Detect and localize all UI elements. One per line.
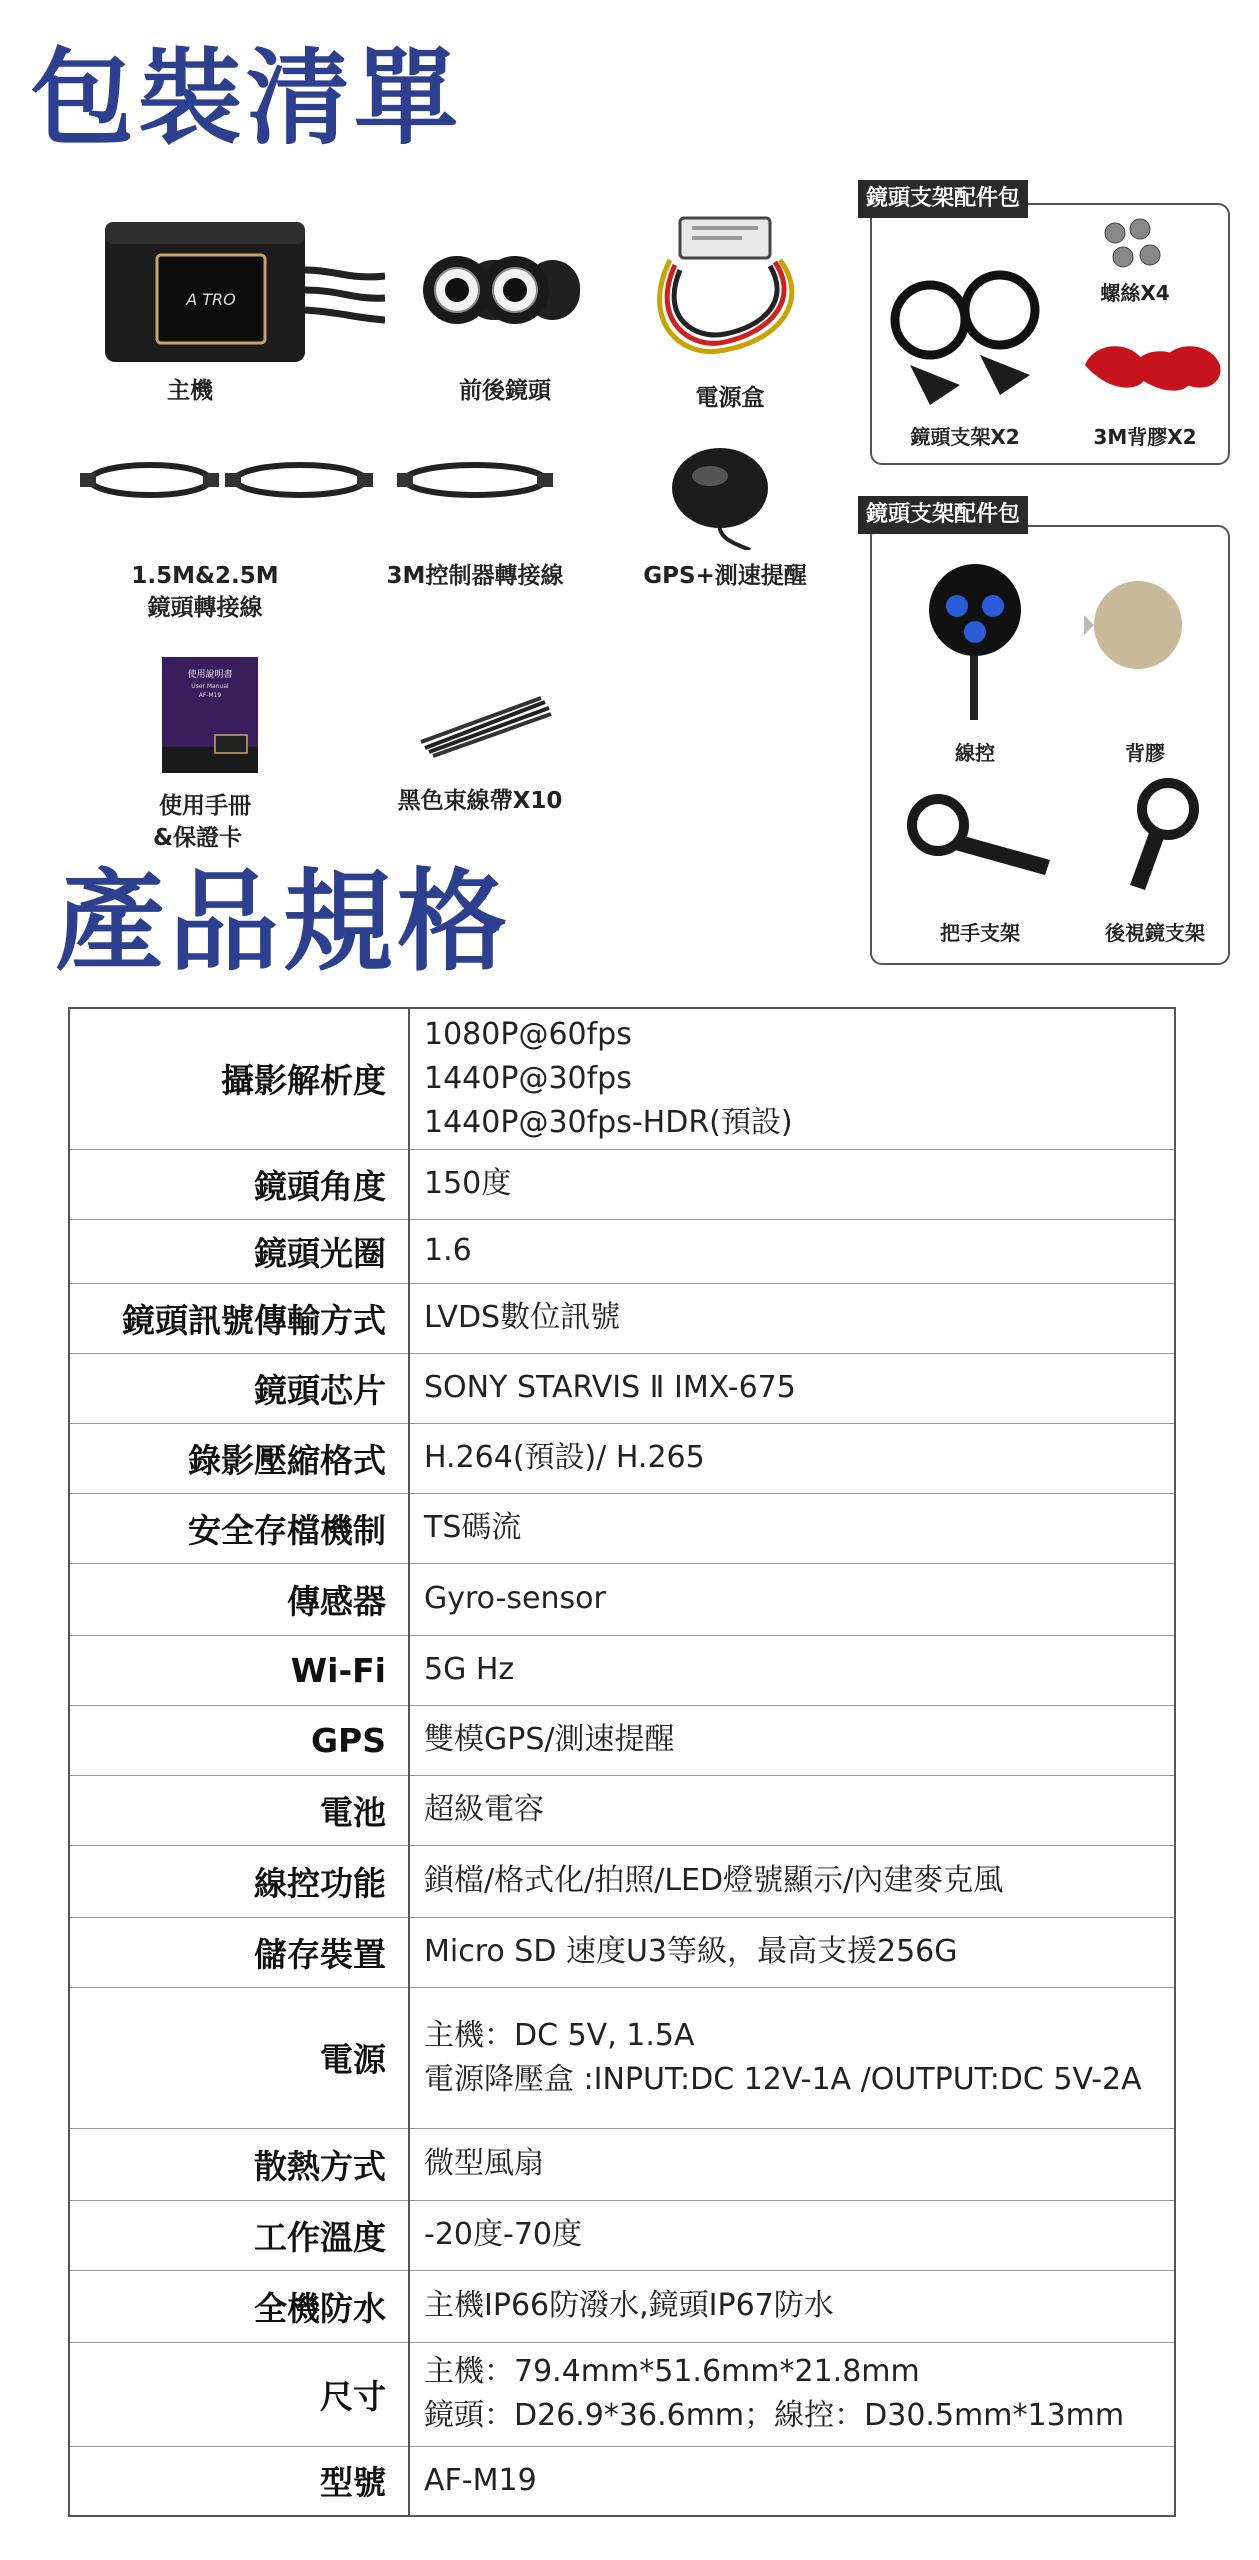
spec-key: 全機防水: [69, 2270, 409, 2342]
label-lens-mount: 鏡頭支架X2: [910, 425, 1020, 449]
label-mirror-mount: 後視鏡支架: [1105, 921, 1205, 945]
remote-image: [925, 560, 1025, 720]
label-cameras: 前後鏡頭: [459, 378, 551, 404]
spec-value-line: 微型風扇: [424, 2146, 544, 2181]
product-spec-heading: 產品規格: [55, 858, 511, 986]
label-handlebar-mount: 把手支架: [940, 921, 1020, 945]
spec-row: [69, 1493, 1175, 1563]
spec-value-line: Gyro-sensor: [424, 1581, 606, 1616]
spec-value-line: -20度-70度: [424, 2217, 582, 2252]
accessory-box-2-title: 鏡頭支架配件包: [858, 496, 1028, 534]
spec-row: [69, 1149, 1175, 1219]
spec-key: 型號: [69, 2446, 409, 2516]
spec-table: [68, 1007, 1176, 2517]
spec-row: [69, 2128, 1175, 2200]
spec-value-line: 鏡頭：D26.9*36.6mm；線控：D30.5mm*13mm: [424, 2398, 1125, 2433]
label-controller-cable: 3M控制器轉接線: [386, 563, 564, 589]
label-power-box: 電源盒: [695, 385, 765, 411]
spec-value-line: 主機：DC 5V, 1.5A: [424, 2017, 695, 2053]
spec-value: [409, 1775, 1175, 1845]
spec-value-line: SONY STARVIS Ⅱ IMX-675: [424, 1370, 796, 1405]
spec-row: [69, 1008, 1175, 1149]
spec-value-line: 電源降壓盒 :INPUT:DC 12V-1A /OUTPUT:DC 5V-2A: [424, 2061, 1142, 2097]
spec-key: GPS: [69, 1705, 409, 1775]
spec-value: [409, 2270, 1175, 2342]
spec-row: [69, 1635, 1175, 1705]
gps-image: [660, 440, 790, 550]
spec-value: [409, 2446, 1175, 2516]
spec-row: [69, 1423, 1175, 1493]
label-back-adhesive: 背膠: [1125, 741, 1165, 765]
spec-row: [69, 1917, 1175, 1987]
spec-value-line: 1080P@60fps: [424, 1016, 632, 1052]
spec-value-line: 雙模GPS/測速提醒: [424, 1722, 675, 1757]
spec-key: 鏡頭光圈: [69, 1219, 409, 1283]
spec-value: [409, 1917, 1175, 1987]
spec-value-line: Micro SD 速度U3等級，最高支援256G: [424, 1934, 958, 1969]
label-remote: 線控: [955, 741, 995, 765]
spec-row: [69, 1219, 1175, 1283]
label-screws: 螺絲X4: [1100, 281, 1170, 305]
controller-cable-image: [395, 455, 555, 505]
spec-key: 尺寸: [69, 2342, 409, 2446]
lens-mount-image: [880, 265, 1050, 415]
main-unit-image: [95, 210, 385, 380]
label-main-unit: 主機: [167, 378, 213, 404]
label-cable-ties: 黑色束線帶X10: [397, 788, 563, 814]
spec-key: 儲存裝置: [69, 1917, 409, 1987]
spec-key: 鏡頭訊號傳輸方式: [69, 1283, 409, 1353]
manual-cover-subtitle: User Manual: [191, 683, 229, 690]
spec-value: [409, 2128, 1175, 2200]
spec-value: [409, 1008, 1175, 1149]
handlebar-mount-image: [900, 790, 1060, 880]
package-list-heading: 包裝清單: [30, 37, 463, 159]
spec-key: Wi-Fi: [69, 1635, 409, 1705]
spec-value-line: 超級電容: [424, 1792, 544, 1827]
spec-value-line: AF-M19: [424, 2462, 537, 2498]
spec-value: [409, 1149, 1175, 1219]
spec-key: 散熱方式: [69, 2128, 409, 2200]
lens-cables-image: [75, 455, 375, 505]
manual-image: [160, 655, 260, 775]
spec-key: 工作溫度: [69, 2200, 409, 2270]
spec-value: [409, 2342, 1175, 2446]
spec-value-line: TS碼流: [424, 1510, 522, 1545]
label-lens-cable-2: 鏡頭轉接線: [147, 595, 263, 621]
spec-row: [69, 2342, 1175, 2446]
spec-row: [69, 2446, 1175, 2516]
label-manual-2: &保證卡: [153, 825, 243, 851]
spec-value-line: 1440P@30fps: [424, 1060, 632, 1096]
spec-key: 傳感器: [69, 1563, 409, 1635]
spec-value: [409, 1493, 1175, 1563]
spec-value: [409, 1283, 1175, 1353]
label-adhesive: 3M背膠X2: [1093, 425, 1197, 449]
spec-row: [69, 1775, 1175, 1845]
spec-key: 錄影壓縮格式: [69, 1423, 409, 1493]
spec-value-line: 5G Hz: [424, 1652, 515, 1687]
spec-value: [409, 1219, 1175, 1283]
spec-row: [69, 1563, 1175, 1635]
spec-key: 線控功能: [69, 1845, 409, 1917]
mirror-mount-image: [1110, 775, 1210, 895]
manual-cover-model: AF-M19: [198, 692, 222, 699]
spec-key: 鏡頭角度: [69, 1149, 409, 1219]
spec-key: 電源: [69, 1987, 409, 2128]
cameras-image: [415, 245, 585, 335]
spec-value: [409, 1353, 1175, 1423]
label-gps: GPS+測速提醒: [643, 563, 807, 589]
accessory-box-1-title: 鏡頭支架配件包: [858, 180, 1028, 218]
spec-value-line: 主機：79.4mm*51.6mm*21.8mm: [424, 2354, 920, 2389]
spec-value-line: 1440P@30fps-HDR(預設): [424, 1104, 793, 1140]
spec-value: [409, 1705, 1175, 1775]
spec-value: [409, 1423, 1175, 1493]
spec-row: [69, 1353, 1175, 1423]
spec-row: [69, 2200, 1175, 2270]
spec-value-line: 150度: [424, 1166, 512, 1201]
spec-row: [69, 1845, 1175, 1917]
spec-value: [409, 1987, 1175, 2128]
power-box-image: [640, 200, 810, 370]
spec-value: [409, 1563, 1175, 1635]
spec-key: 安全存檔機制: [69, 1493, 409, 1563]
spec-row: [69, 1705, 1175, 1775]
label-manual-1: 使用手冊: [159, 793, 251, 819]
screws-image: [1095, 215, 1175, 275]
spec-key: 鏡頭芯片: [69, 1353, 409, 1423]
spec-table-body: [69, 1008, 1175, 2516]
spec-row: [69, 1987, 1175, 2128]
spec-row: [69, 1283, 1175, 1353]
spec-key: 電池: [69, 1775, 409, 1845]
cable-ties-image: [415, 690, 555, 760]
back-adhesive-image: [1080, 575, 1190, 675]
spec-value: [409, 2200, 1175, 2270]
adhesive-image: [1075, 335, 1225, 405]
spec-value-line: H.264(預設)/ H.265: [424, 1440, 705, 1475]
spec-value-line: 主機IP66防潑水,鏡頭IP67防水: [424, 2288, 834, 2323]
label-lens-cable-1: 1.5M&2.5M: [131, 563, 279, 589]
spec-value: [409, 1635, 1175, 1705]
spec-value-line: LVDS數位訊號: [424, 1300, 621, 1335]
device-logo: A TRO: [186, 290, 236, 309]
spec-row: [69, 2270, 1175, 2342]
spec-value-line: 1.6: [424, 1233, 472, 1268]
manual-cover-title: 使用說明書: [187, 670, 233, 680]
spec-value-line: 鎖檔/格式化/拍照/LED燈號顯示/內建麥克風: [424, 1863, 1004, 1898]
spec-value: [409, 1845, 1175, 1917]
spec-key: 攝影解析度: [69, 1008, 409, 1149]
